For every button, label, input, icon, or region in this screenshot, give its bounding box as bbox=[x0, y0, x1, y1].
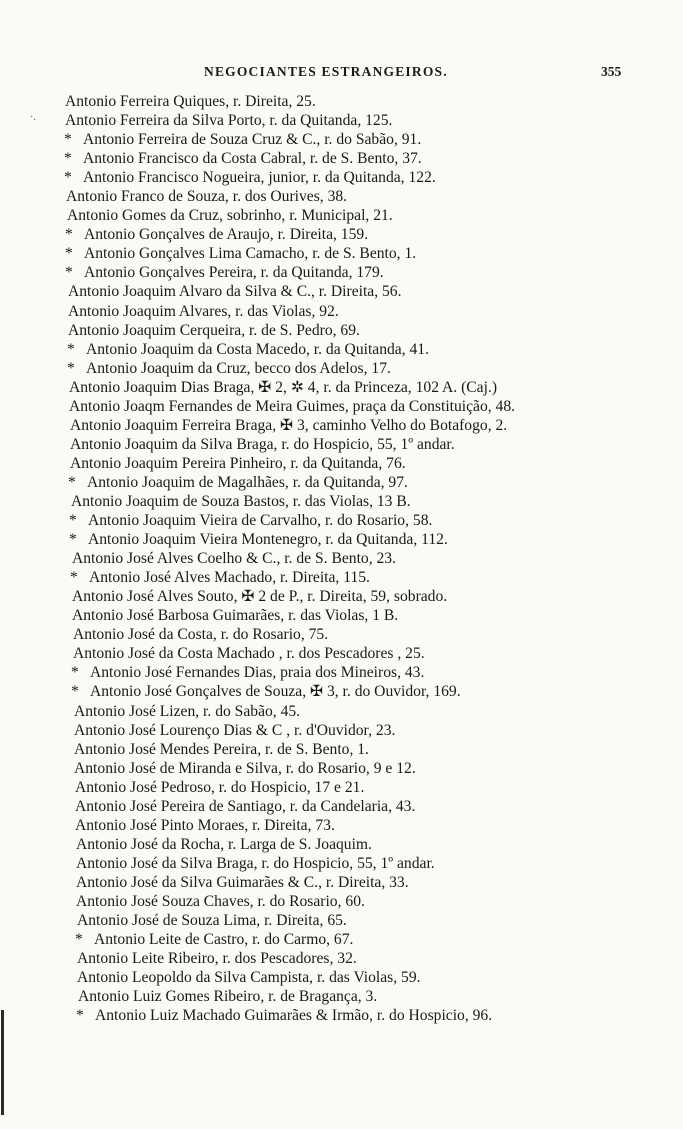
entry-text: Antonio Joaquim Ferreira Braga, ✠ 3, caminho Velho do Botafogo, 2. bbox=[70, 416, 508, 434]
list-item bbox=[0, 244, 683, 263]
entry-text: Antonio José da Costa Machado , r. dos Pescadores , 25. bbox=[73, 645, 425, 663]
asterisk-mark: * bbox=[71, 683, 79, 701]
asterisk-mark: * bbox=[65, 226, 73, 244]
entry-text: Antonio Gonçalves Lima Camacho, r. de S. Bento, 1. bbox=[84, 245, 417, 263]
entry-text: Antonio José Gonçalves de Souza, ✠ 3, r. do Ouvidor, 169. bbox=[90, 683, 461, 701]
entry-text: Antonio José Fernandes Dias, praia dos Mineiros, 43. bbox=[90, 664, 425, 682]
entry-text: Antonio José Pereira de Santiago, r. da Candelaria, 43. bbox=[75, 797, 416, 815]
asterisk-mark: * bbox=[67, 340, 75, 358]
entry-text: Antonio Joaquim de Magalhães, r. da Quitanda, 97. bbox=[87, 473, 408, 491]
page-number: 355 bbox=[601, 64, 622, 79]
entry-text: Antonio José de Souza Lima, r. Direita, 65. bbox=[77, 912, 347, 930]
entry-text: Antonio José da Silva Braga, r. do Hospicio, 55, 1º andar. bbox=[76, 854, 435, 872]
entry-text: Antonio José Mendes Pereira, r. de S. Bento, 1. bbox=[74, 740, 369, 758]
entry-text: Antonio Luiz Gomes Ribeiro, r. de Bragança, 3. bbox=[78, 988, 378, 1006]
entry-text: Antonio Joaqm Fernandes de Meira Guimes, praça da Constituição, 48. bbox=[69, 397, 516, 415]
list-item bbox=[0, 397, 683, 416]
list-item bbox=[0, 111, 683, 130]
entry-text: Antonio Joaquim de Souza Bastos, r. das Violas, 13 B. bbox=[71, 492, 411, 510]
entry-text: Antonio Ferreira Quiques, r. Direita, 25. bbox=[65, 93, 316, 110]
list-item bbox=[0, 816, 683, 835]
list-item bbox=[0, 778, 683, 797]
list-item bbox=[0, 644, 683, 663]
list-item bbox=[0, 492, 683, 511]
entry-text: Antonio José da Rocha, r. Larga de S. Joaquim. bbox=[76, 835, 372, 853]
list-item bbox=[0, 359, 683, 378]
entry-text: Antonio Joaquim da Costa Macedo, r. da Quitanda, 41. bbox=[86, 340, 430, 358]
list-item bbox=[0, 835, 683, 854]
asterisk-mark: * bbox=[69, 512, 77, 530]
entry-text: Antonio Gonçalves Pereira, r. da Quitanda, 179. bbox=[84, 264, 384, 282]
entry-text: Antonio Joaquim Cerqueira, r. de S. Pedro, 69. bbox=[68, 321, 360, 339]
asterisk-mark: * bbox=[76, 1007, 84, 1025]
list-item bbox=[0, 987, 683, 1006]
directory-list bbox=[0, 92, 683, 1025]
list-item bbox=[0, 663, 683, 682]
entry-text: Antonio Gomes da Cruz, sobrinho, r. Municipal, 21. bbox=[67, 207, 393, 225]
list-item bbox=[0, 263, 683, 282]
entry-text: Antonio Francisco da Costa Cabral, r. de S. Bento, 37. bbox=[83, 150, 422, 168]
list-item bbox=[0, 92, 683, 111]
list-item bbox=[0, 130, 683, 149]
entry-text: Antonio Luiz Machado Guimarães & Irmão, r. do Hospicio, 96. bbox=[95, 1007, 493, 1025]
list-item bbox=[0, 759, 683, 778]
asterisk-mark: * bbox=[64, 150, 72, 168]
entry-text: Antonio Ferreira da Silva Porto, r. da Quitanda, 125. bbox=[65, 112, 393, 130]
list-item bbox=[0, 625, 683, 644]
asterisk-mark: * bbox=[69, 531, 77, 549]
list-item bbox=[0, 435, 683, 454]
asterisk-mark: * bbox=[64, 131, 72, 149]
asterisk-mark: * bbox=[67, 359, 75, 377]
list-item bbox=[0, 378, 683, 397]
list-item bbox=[0, 873, 683, 892]
list-item bbox=[0, 168, 683, 187]
list-item bbox=[0, 682, 683, 701]
entry-text: Antonio José Alves Souto, ✠ 2 de P., r. Direita, 59, sobrado. bbox=[72, 588, 448, 606]
list-item bbox=[0, 568, 683, 587]
entry-text: Antonio Gonçalves de Araujo, r. Direita, 159. bbox=[84, 226, 369, 244]
entry-text: Antonio José Lourenço Dias & C , r. d'Ouvidor, 23. bbox=[74, 721, 396, 739]
entry-text: Antonio José Lizen, r. do Sabão, 45. bbox=[74, 702, 301, 720]
list-item bbox=[0, 302, 683, 321]
list-item bbox=[0, 606, 683, 625]
list-item bbox=[0, 930, 683, 949]
entry-text: Antonio Joaquim Vieira Montenegro, r. da Quitanda, 112. bbox=[88, 531, 448, 549]
list-item bbox=[0, 225, 683, 244]
entry-text: Antonio Franco de Souza, r. dos Ourives, 38. bbox=[66, 188, 348, 206]
entry-text: Antonio José Barbosa Guimarães, r. das Violas, 1 B. bbox=[72, 607, 399, 625]
list-item bbox=[0, 149, 683, 168]
asterisk-mark: * bbox=[64, 169, 72, 187]
list-item bbox=[0, 949, 683, 968]
asterisk-mark: * bbox=[71, 664, 79, 682]
asterisk-mark: * bbox=[65, 264, 73, 282]
list-item bbox=[0, 282, 683, 301]
list-item bbox=[0, 321, 683, 340]
list-item bbox=[0, 473, 683, 492]
list-item bbox=[0, 892, 683, 911]
list-item bbox=[0, 206, 683, 225]
asterisk-mark: * bbox=[68, 473, 76, 491]
entry-text: Antonio José Pinto Moraes, r. Direita, 73. bbox=[75, 816, 335, 834]
list-item bbox=[0, 340, 683, 359]
list-item bbox=[0, 968, 683, 987]
entry-text: Antonio Leite Ribeiro, r. dos Pescadores, 32. bbox=[77, 950, 357, 968]
entry-text: Antonio Joaquim Alvares, r. das Violas, 92. bbox=[68, 302, 339, 320]
asterisk-mark: * bbox=[65, 245, 73, 263]
list-item bbox=[0, 530, 683, 549]
entry-text: Antonio José da Costa, r. do Rosario, 75. bbox=[73, 626, 329, 644]
list-item bbox=[0, 454, 683, 473]
entry-text: Antonio José Pedroso, r. do Hospicio, 17 e 21. bbox=[75, 778, 365, 796]
list-item bbox=[0, 721, 683, 740]
list-item bbox=[0, 1006, 683, 1025]
entry-text: Antonio Francisco Nogueira, junior, r. da Quitanda, 122. bbox=[83, 169, 436, 187]
entry-text: Antonio Joaquim Dias Braga, ✠ 2, ✲ 4, r. da Princeza, 102 A. (Caj.) bbox=[69, 378, 498, 396]
list-item bbox=[0, 797, 683, 816]
list-item bbox=[0, 511, 683, 530]
entry-text: Antonio Leopoldo da Silva Campista, r. das Violas, 59. bbox=[77, 969, 421, 987]
list-item bbox=[0, 549, 683, 568]
entry-text: Antonio Ferreira de Souza Cruz & C., r. do Sabão, 91. bbox=[83, 131, 422, 149]
list-item bbox=[0, 911, 683, 930]
page-header bbox=[0, 64, 683, 84]
margin-marks: ·. bbox=[30, 112, 36, 123]
binding-edge-mark bbox=[1, 1010, 4, 1115]
entry-text: Antonio José Alves Machado, r. Direita, 115. bbox=[89, 569, 370, 587]
entry-text: Antonio Joaquim da Cruz, becco dos Adelos, 17. bbox=[86, 359, 391, 377]
page-title: NEGOCIANTES ESTRANGEIROS. bbox=[204, 64, 448, 79]
entry-text: Antonio Joaquim Alvaro da Silva & C., r. Direita, 56. bbox=[68, 283, 402, 301]
asterisk-mark: * bbox=[70, 569, 78, 587]
list-item bbox=[0, 587, 683, 606]
entry-text: Antonio José de Miranda e Silva, r. do Rosario, 9 e 12. bbox=[74, 759, 416, 777]
asterisk-mark: * bbox=[75, 931, 83, 949]
entry-text: Antonio José da Silva Guimarães & C., r. Direita, 33. bbox=[76, 873, 409, 891]
entry-text: Antonio Joaquim Pereira Pinheiro, r. da Quitanda, 76. bbox=[70, 454, 406, 472]
entry-text: Antonio José Alves Coelho & C., r. de S. Bento, 23. bbox=[72, 550, 397, 568]
list-item bbox=[0, 702, 683, 721]
entry-text: Antonio Joaquim Vieira de Carvalho, r. do Rosario, 58. bbox=[88, 512, 433, 530]
list-item bbox=[0, 187, 683, 206]
list-item bbox=[0, 854, 683, 873]
entry-text: Antonio José Souza Chaves, r. do Rosario, 60. bbox=[76, 892, 365, 910]
entry-text: Antonio Leite de Castro, r. do Carmo, 67. bbox=[94, 931, 354, 949]
list-item bbox=[0, 416, 683, 435]
entry-text: Antonio Joaquim da Silva Braga, r. do Hospicio, 55, 1º andar. bbox=[70, 435, 455, 453]
list-item bbox=[0, 740, 683, 759]
